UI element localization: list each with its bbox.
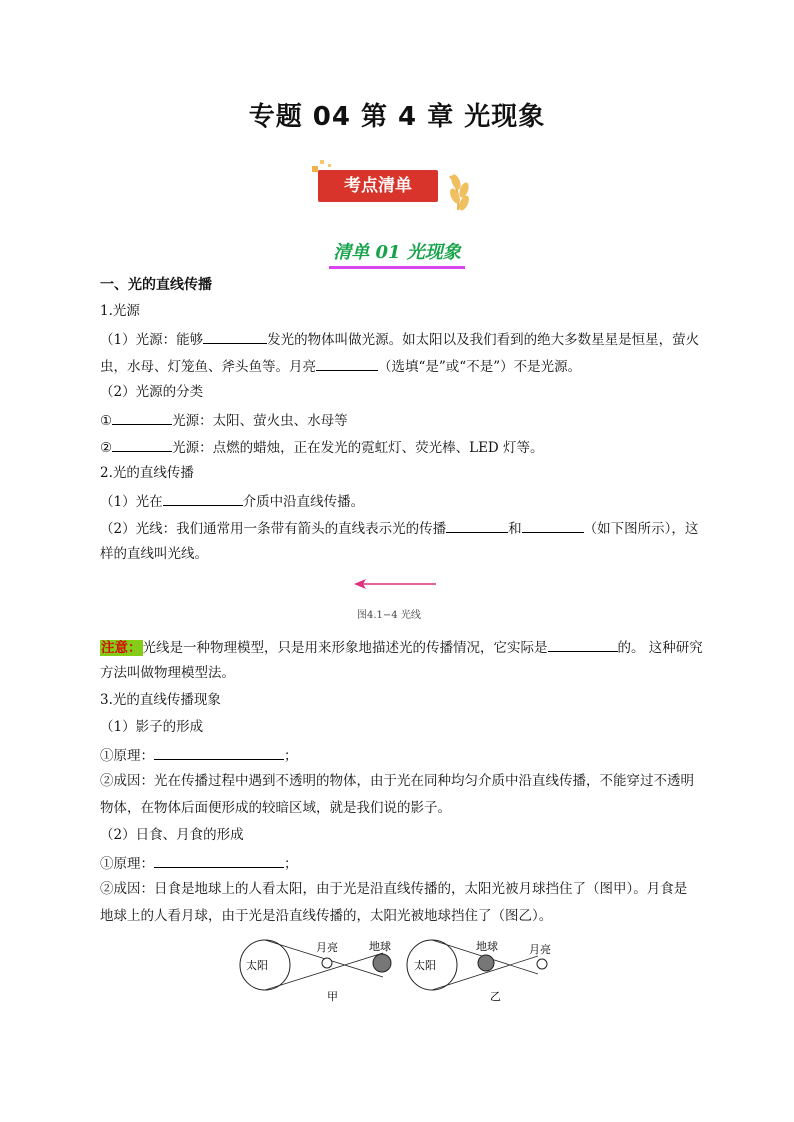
fill-blank[interactable] [154,853,284,868]
moon-label-b: 月亮 [529,943,551,956]
subheading-propagation: 2.光的直线传播 [100,465,194,481]
text-span: （如下图所示），这 [583,521,699,537]
text-span: 光源：点燃的蜡烛，正在发光的霓虹灯、荧光棒、LED 灯等。 [172,440,544,456]
text-span: 光源：太阳、萤火虫、水母等 [172,413,348,429]
text-span: ； [284,748,298,764]
text-span: 虫，水母、灯笼鱼、斧头鱼等。月亮 [100,359,316,375]
key-points-badge: 考点清单 [318,170,438,202]
earth-label-b: 地球 [476,940,498,953]
paragraph-line [100,853,298,873]
note-label: 注意： [101,640,142,656]
earth-label-a: 地球 [369,940,391,953]
paragraph-line: 样的直线叫光线。 [100,546,208,562]
fill-blank[interactable] [522,518,584,533]
paragraph-line: 地球上的人看月球，由于光是沿直线传播的，太阳光被地球挡住了（图乙）。 [100,908,553,924]
paragraph-line [100,329,699,349]
paragraph-line [100,491,364,511]
text-span: 光线是一种物理模型，只是用来形象地描述光的传播情况，它实际是 [142,640,548,656]
text-span: ①原理： [100,856,154,872]
text-span: ①原理： [100,748,154,764]
fill-blank[interactable] [203,329,267,344]
text-span: ； [284,856,298,872]
fill-blank[interactable] [112,410,172,425]
sun-label-a: 太阳 [246,959,268,972]
text-span: 发光的物体叫做光源。如太阳以及我们看到的绝大多数星星是恒星，萤火 [267,332,700,348]
heading-rectilinear-propagation: 一、光的直线传播 [100,277,212,293]
paragraph-line [100,518,698,538]
paragraph-line: 物体，在物体后面便形成的较暗区域，就是我们说的影子。 [100,800,451,816]
fill-blank[interactable] [154,745,284,760]
paragraph-line [100,410,348,430]
text-span: 介质中沿直线传播。 [242,494,365,510]
badge-container [310,158,480,218]
subheading-light-source: 1.光源 [100,303,140,319]
text-span: 的。 这种研究 [617,640,703,656]
section-title [0,238,794,269]
text-span: ① [100,413,113,429]
paragraph-line: ②成因：光在传播过程中遇到不透明的物体，由于光在同种均匀介质中沿直线传播，不能穿过不透明 [100,773,694,789]
paragraph-line: （2）光源的分类 [100,384,204,400]
text-span: （2）光线：我们通常用一条带有箭头的直线表示光的传播 [100,521,447,537]
note-line [100,637,703,657]
paragraph-line: （1）影子的形成 [100,719,204,735]
light-ray-arrow-icon [350,577,440,591]
eclipse-diagram [238,936,558,1006]
fill-blank[interactable] [548,637,618,652]
section-title-text: 清单 01 光现象 [329,238,465,269]
fill-blank[interactable] [163,491,243,506]
document-title: 专题 04 第 4 章 光现象 [248,102,546,132]
fill-blank[interactable] [316,356,378,371]
paragraph-line [100,437,544,457]
paragraph-line: （2）日食、月食的形成 [100,827,244,843]
paragraph-line [100,356,581,376]
text-span: （1）光在 [100,494,163,510]
text-span: （1）光源：能够 [100,332,204,348]
paragraph-line: ②成因：日食是地球上的人看太阳，由于光是沿直线传播的，太阳光被月球挡住了（图甲）。月食是 [100,881,688,897]
sun-label-b: 太阳 [414,959,436,972]
figure-label-a: 甲 [327,990,338,1003]
moon-label-a: 月亮 [316,941,338,954]
fill-blank[interactable] [112,437,172,452]
paragraph-line [100,745,298,765]
paragraph-line: 方法叫做物理模型法。 [100,665,235,681]
subheading-phenomena: 3.光的直线传播现象 [100,692,221,708]
fill-blank[interactable] [446,518,508,533]
text-span: ② [100,440,113,456]
text-span: 和 [508,521,522,537]
text-span: （选填“是”或“不是”）不是光源。 [378,359,582,375]
figure-label-b: 乙 [490,990,501,1003]
figure-caption: 图4.1−4 光线 [357,610,421,621]
